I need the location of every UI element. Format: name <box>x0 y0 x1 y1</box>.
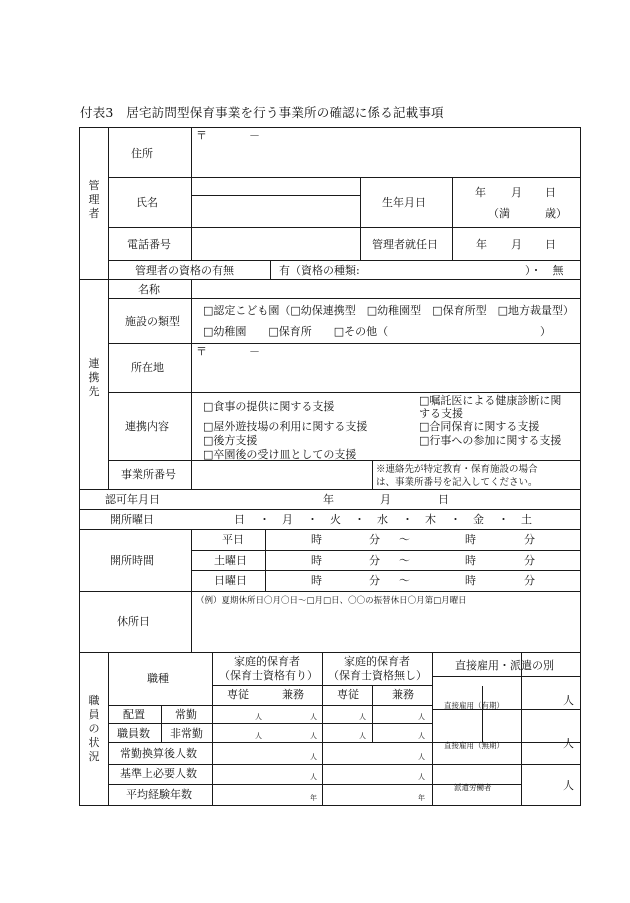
hours-h2: 時 <box>465 533 476 546</box>
col-unqualified-1: 家庭的保育者 <box>344 655 410 668</box>
hours-day: 平日 <box>222 533 244 546</box>
dedicated-label: 専従 <box>337 688 359 701</box>
unit-person: 人 <box>255 732 262 740</box>
appoint-year-unit: 年 <box>476 238 487 251</box>
qualification-no: ）・ 無 <box>525 264 564 277</box>
approval-year-unit: 年 <box>323 493 334 506</box>
unit-person: 人 <box>310 713 317 721</box>
content-item: □屋外遊技場の利用に関する支援 <box>203 420 368 433</box>
appoint-month-unit: 月 <box>511 238 522 251</box>
unit-person: 人 <box>359 713 366 721</box>
day-thu: 木 <box>425 513 436 526</box>
open-hours-label: 開所時間 <box>110 554 154 567</box>
unit-person: 人 <box>418 713 425 721</box>
unit-year: 年 <box>310 794 317 802</box>
form-table <box>79 127 581 806</box>
col-qualified-2: （保育士資格有り） <box>219 669 318 682</box>
day-sun: 日 <box>234 513 245 526</box>
parttime-label: 非常勤 <box>170 727 203 740</box>
birth-month-unit: 月 <box>511 186 522 199</box>
hours-h2: 時 <box>465 554 476 567</box>
unit-person: 人 <box>563 779 574 792</box>
day-wed: 水 <box>377 513 388 526</box>
qualification-label: 管理者の資格の有無 <box>135 264 234 277</box>
office-number-note: は、事業所番号を記入してください。 <box>376 477 538 488</box>
hours-h1: 時 <box>311 533 322 546</box>
form-title: 付表3 居宅訪問型保育事業を行う事業所の確認に係る記載事項 <box>80 105 444 120</box>
unit-person: 人 <box>255 713 262 721</box>
content-item-right: □合同保育に関する支援 <box>419 420 540 433</box>
appoint-day-unit: 日 <box>545 238 556 251</box>
phone-label: 電話番号 <box>127 238 171 251</box>
day-sep: ・ <box>307 513 318 526</box>
approval-label: 認可年月日 <box>105 493 160 506</box>
facility-type-line2: □幼稚園 □保育所 □その他（ <box>203 325 389 338</box>
unit-person: 人 <box>310 753 317 761</box>
day-sat: 土 <box>521 513 532 526</box>
col-employment: 直接雇用・派遣の別 <box>455 659 554 672</box>
col-qualified-1: 家庭的保育者 <box>234 655 300 668</box>
day-sep: ・ <box>450 513 461 526</box>
hours-m1: 分 <box>369 574 380 587</box>
staff-section-label: 職員の状況 <box>88 694 100 763</box>
employment-dispatched: 派遣労働者 <box>454 783 492 792</box>
approval-month-unit: 月 <box>380 493 391 506</box>
hours-m2: 分 <box>524 554 535 567</box>
unit-person: 人 <box>418 732 425 740</box>
day-mon: 月 <box>282 513 293 526</box>
day-tue: 火 <box>330 513 341 526</box>
content-item: □卒園後の受け皿としての支援 <box>203 448 357 461</box>
hours-tilde: 〜 <box>399 533 410 546</box>
birth-day-unit: 日 <box>545 186 556 199</box>
facility-type-label: 施設の類型 <box>125 315 180 328</box>
content-label: 連携内容 <box>125 420 169 433</box>
hours-h2: 時 <box>465 574 476 587</box>
birthdate-label: 生年月日 <box>382 196 426 209</box>
employment-indefinite: 直接雇用（無期） <box>444 741 504 750</box>
dedicated-label: 専従 <box>227 688 249 701</box>
age-close: 歳） <box>545 207 567 220</box>
day-fri: 金 <box>473 513 484 526</box>
required-label: 基準上必要人数 <box>120 767 197 780</box>
content-item-right: □行事への参加に関する支援 <box>419 434 562 447</box>
partner-section-label: 連携先 <box>88 357 100 398</box>
postal-mark: 〒 <box>196 129 207 142</box>
facility-type-line2-close: ） <box>540 325 551 338</box>
unit-person: 人 <box>563 737 574 750</box>
hours-h1: 時 <box>311 574 322 587</box>
qualification-yes: 有（資格の種類: <box>279 264 360 277</box>
unit-person: 人 <box>418 773 425 781</box>
address-label: 住所 <box>131 147 153 160</box>
unit-person: 人 <box>418 753 425 761</box>
content-item-right: する支援 <box>419 407 463 420</box>
partner-name-label: 名称 <box>138 283 160 296</box>
hours-m1: 分 <box>369 554 380 567</box>
closed-days-example: （例）夏期休所日〇月〇日〜□月□日、〇〇の振替休日〇月第□月曜日 <box>196 596 467 606</box>
col-unqualified-2: （保育士資格無し） <box>328 669 427 682</box>
age-open: （満 <box>488 207 510 220</box>
postal-dash: － <box>249 129 260 142</box>
open-days-label: 開所曜日 <box>110 513 154 526</box>
content-item: □食事の提供に関する支援 <box>203 400 335 413</box>
office-number-note: ※連絡先が特定教育・保育施設の場合 <box>376 464 538 475</box>
office-number-label: 事業所番号 <box>121 468 176 481</box>
hours-h1: 時 <box>311 554 322 567</box>
hours-day: 日曜日 <box>214 574 247 587</box>
facility-type-line1: □認定こども園（□幼保連携型 □幼稚園型 □保育所型 □地方裁量型） <box>203 304 574 317</box>
fulltime-label: 常勤 <box>175 708 197 721</box>
hours-m1: 分 <box>369 533 380 546</box>
placement-label: 配置 <box>123 708 145 721</box>
day-sep: ・ <box>498 513 509 526</box>
job-type-label: 職種 <box>147 672 169 685</box>
unit-year: 年 <box>418 794 425 802</box>
hours-m2: 分 <box>524 574 535 587</box>
location-postal-mark: 〒 <box>196 345 207 358</box>
content-item: □後方支援 <box>203 434 258 447</box>
appointed-label: 管理者就任日 <box>372 238 438 251</box>
manager-section-label: 管理者 <box>88 179 100 220</box>
employment-fixed-term: 直接雇用（有期） <box>444 701 504 710</box>
hours-tilde: 〜 <box>399 554 410 567</box>
day-sep: ・ <box>402 513 413 526</box>
closed-days-label: 休所日 <box>117 615 150 628</box>
location-postal-dash: － <box>249 345 260 358</box>
avg-years-label: 平均経験年数 <box>126 788 192 801</box>
day-sep: ・ <box>259 513 270 526</box>
day-sep: ・ <box>354 513 365 526</box>
hours-tilde: 〜 <box>399 574 410 587</box>
content-item-right: □嘱託医による健康診断に関 <box>419 394 562 407</box>
fte-label: 常勤換算後人数 <box>120 747 197 760</box>
location-label: 所在地 <box>131 361 164 374</box>
concurrent-label: 兼務 <box>282 688 304 701</box>
hours-day: 土曜日 <box>214 554 247 567</box>
birth-year-unit: 年 <box>475 186 486 199</box>
approval-day-unit: 日 <box>438 493 449 506</box>
name-label: 氏名 <box>136 196 158 209</box>
hours-m2: 分 <box>524 533 535 546</box>
concurrent-label: 兼務 <box>392 688 414 701</box>
unit-person: 人 <box>563 694 574 707</box>
unit-person: 人 <box>310 732 317 740</box>
unit-person: 人 <box>310 773 317 781</box>
unit-person: 人 <box>359 732 366 740</box>
staff-count-label: 職員数 <box>117 727 150 740</box>
